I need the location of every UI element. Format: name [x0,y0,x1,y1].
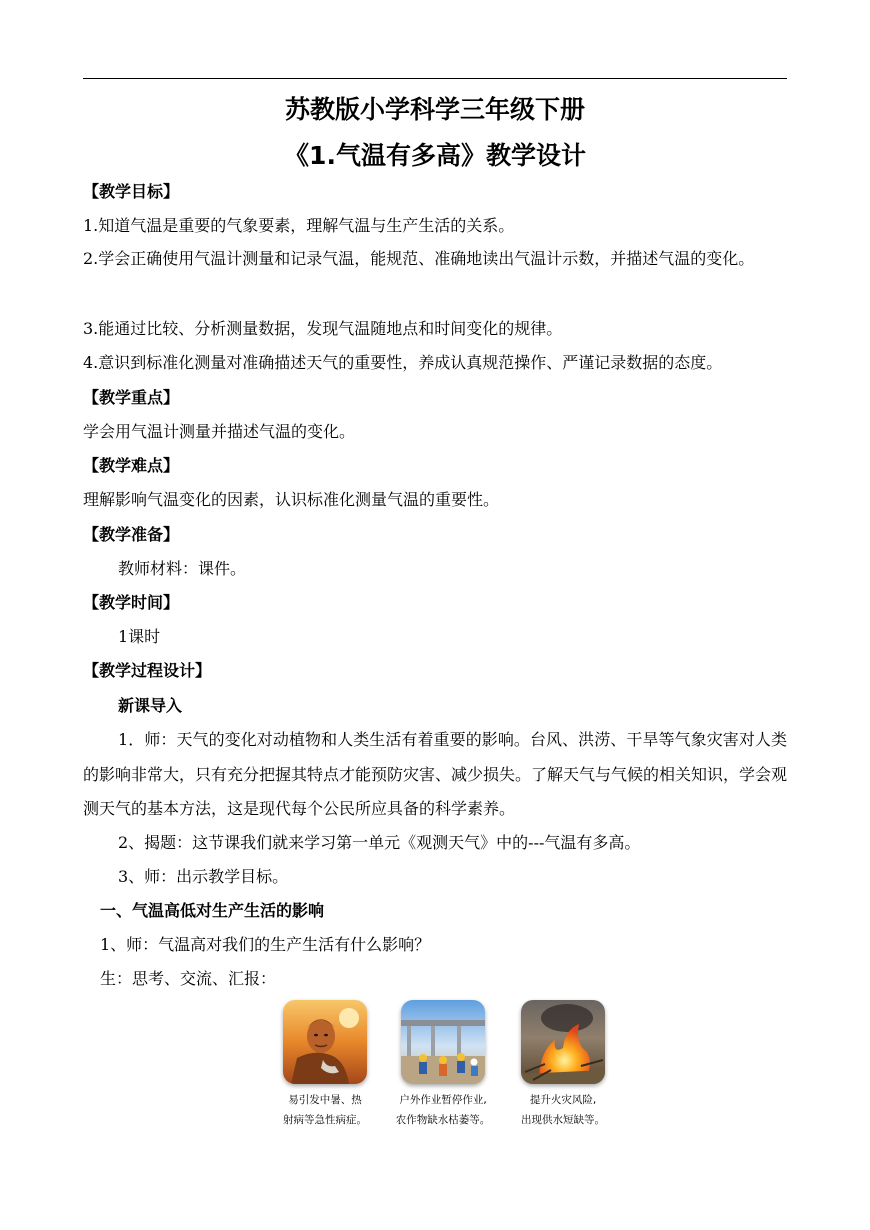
objective-item: 2.学会正确使用气温计测量和记录气温，能规范、准确地读出气温计示数，并描述气温的变化。 [83,249,755,268]
section1-student: 生：思考、交流、汇报： [100,969,277,988]
caption-line: 农作物缺水枯萎等。 [395,1114,491,1126]
key-points-text: 学会用气温计测量并描述气温的变化。 [83,422,356,441]
fire-caption [498,1090,628,1130]
difficulties-text: 理解影响气温变化的因素，认识标准化测量气温的重要性。 [83,490,500,509]
objective-item: 4.意识到标准化测量对准确描述天气的重要性，养成认真规范操作、严谨记录数据的态度。 [83,353,723,372]
objective-item: 3.能通过比较、分析测量数据，发现气温随地点和时间变化的规律。 [83,319,563,338]
outdoor-workers-photo [401,1000,485,1084]
caption-line: 提升火灾风险, [529,1094,597,1106]
header-rule [83,78,787,79]
intro-item: 1．师：天气的变化对动植物和人类生活有着重要的影响。台风、洪涝、干旱等气象灾害对人类的影响非常大，只有充分把握其特点才能预防灾害、减少损失。了解天气与气候的相关知识，学会观测天气的基本方法，这是现代每个公民所应具备的科学素养。 [83,730,788,818]
objective-item: 1.知道气温是重要的气象要素，理解气温与生产生活的关系。 [83,216,515,235]
duration-heading: 【教学时间】 [83,593,180,612]
intro-item: 3、师：出示教学目标。 [118,867,289,886]
caption-line: 户外作业暂停作业, [399,1094,487,1106]
intro-heading: 新课导入 [118,696,183,715]
document-title: 苏教版小学科学三年级下册 [284,95,585,124]
caption-line: 射病等急性病症。 [283,1114,367,1126]
heatstroke-caption [260,1090,390,1130]
caption-line: 出现供水短缺等。 [521,1114,605,1126]
process-heading: 【教学过程设计】 [83,661,212,680]
difficulties-heading: 【教学难点】 [83,456,180,475]
objectives-heading: 【教学目标】 [83,182,180,201]
key-points-heading: 【教学重点】 [83,388,180,407]
section1-heading: 一、气温高低对生产生活的影响 [100,901,325,920]
fire-photo [521,1000,605,1084]
outdoor-workers-caption [378,1090,508,1130]
section1-question: 1、师：气温高对我们的生产生活有什么影响？ [100,935,431,954]
heatstroke-man-photo [283,1000,367,1084]
preparation-text: 教师材料：课件。 [118,559,247,578]
intro-item: 2、揭题：这节课我们就来学习第一单元《观测天气》中的---气温有多高。 [118,833,641,852]
duration-text: 1课时 [118,627,161,646]
caption-line: 易引发中暑、热 [288,1094,362,1106]
preparation-heading: 【教学准备】 [83,525,180,544]
document-subtitle: 《1.气温有多高》教学设计 [284,141,586,170]
